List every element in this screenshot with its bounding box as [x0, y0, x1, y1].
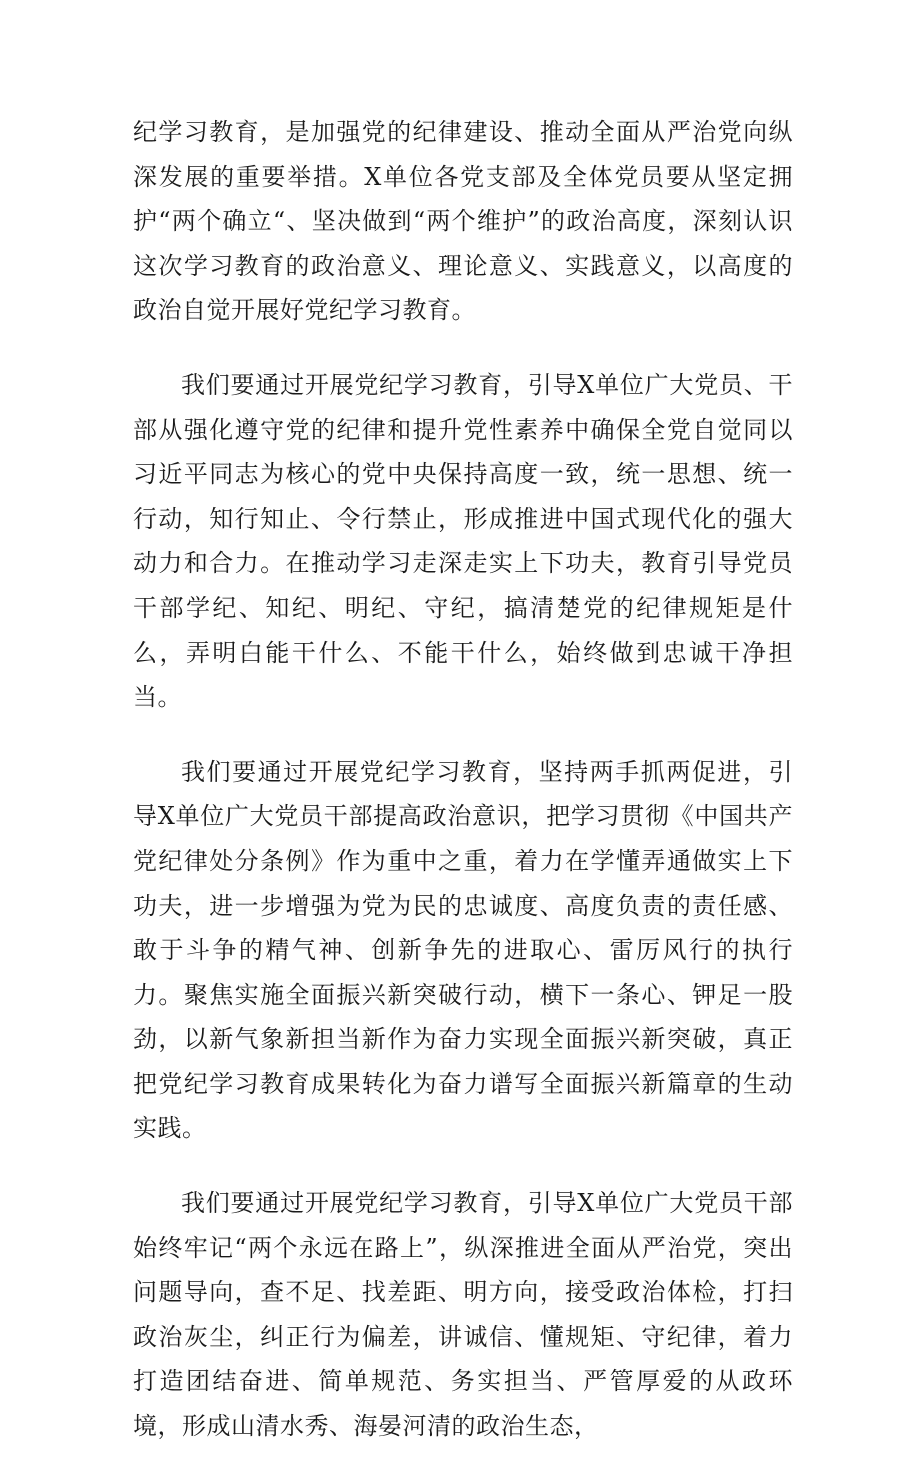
paragraph-4: 我们要通过开展党纪学习教育，引导X单位广大党员干部始终牢记“两个永远在路上”，纵深推进全面从严治党，突出问题导向，查不足、找差距、明方向，接受政治体检，打扫政治灰尘，纠正行为偏差，讲诚信、懂规矩、守纪律，着力打造团结奋进、简单规范、务实担当、严管厚爱的从政环境，形成山清水秀、海晏河清的政治生态， [133, 1189, 793, 1441]
paragraph-3: 我们要通过开展党纪学习教育，坚持两手抓两促进，引导X单位广大党员干部提高政治意识，把学习贯彻《中国共产党纪律处分条例》作为重中之重，着力在学懂弄通做实上下功夫，进一步增强为党为民的忠诚度、高度负责的责任感、敢于斗争的精气神、创新争先的进取心、雷厉风行的执行力。聚焦实施全面振兴新突破行动，横下一条心、钾足一股劲，以新气象新担当新作为奋力实现全面振兴新突破，真正把党纪学习教育成果转化为奋力谱写全面振兴新篇章的生动实践。 [133, 757, 793, 1143]
paragraph-1: 纪学习教育，是加强党的纪律建设、推动全面从严治党向纵深发展的重要举措。X单位各党支部及全体党员要从坚定拥护“两个确立“、坚决做到“两个维护”的政治高度，深刻认识这次学习教育的政治意义、理论意义、实践意义，以高度的政治自觉开展好党纪学习教育。 [133, 118, 793, 325]
document-body [133, 110, 793, 1479]
paragraph-2: 我们要通过开展党纪学习教育，引导X单位广大党员、干部从强化遵守党的纪律和提升党性素养中确保全党自觉同以习近平同志为核心的党中央保持高度一致，统一思想、统一行动，知行知止、令行禁止，形成推进中国式现代化的强大动力和合力。在推动学习走深走实上下功夫，教育引导党员干部学纪、知纪、明纪、守纪，搞清楚党的纪律规矩是什么，弄明白能干什么、不能干什么，始终做到忠诚干净担当。 [133, 370, 793, 712]
